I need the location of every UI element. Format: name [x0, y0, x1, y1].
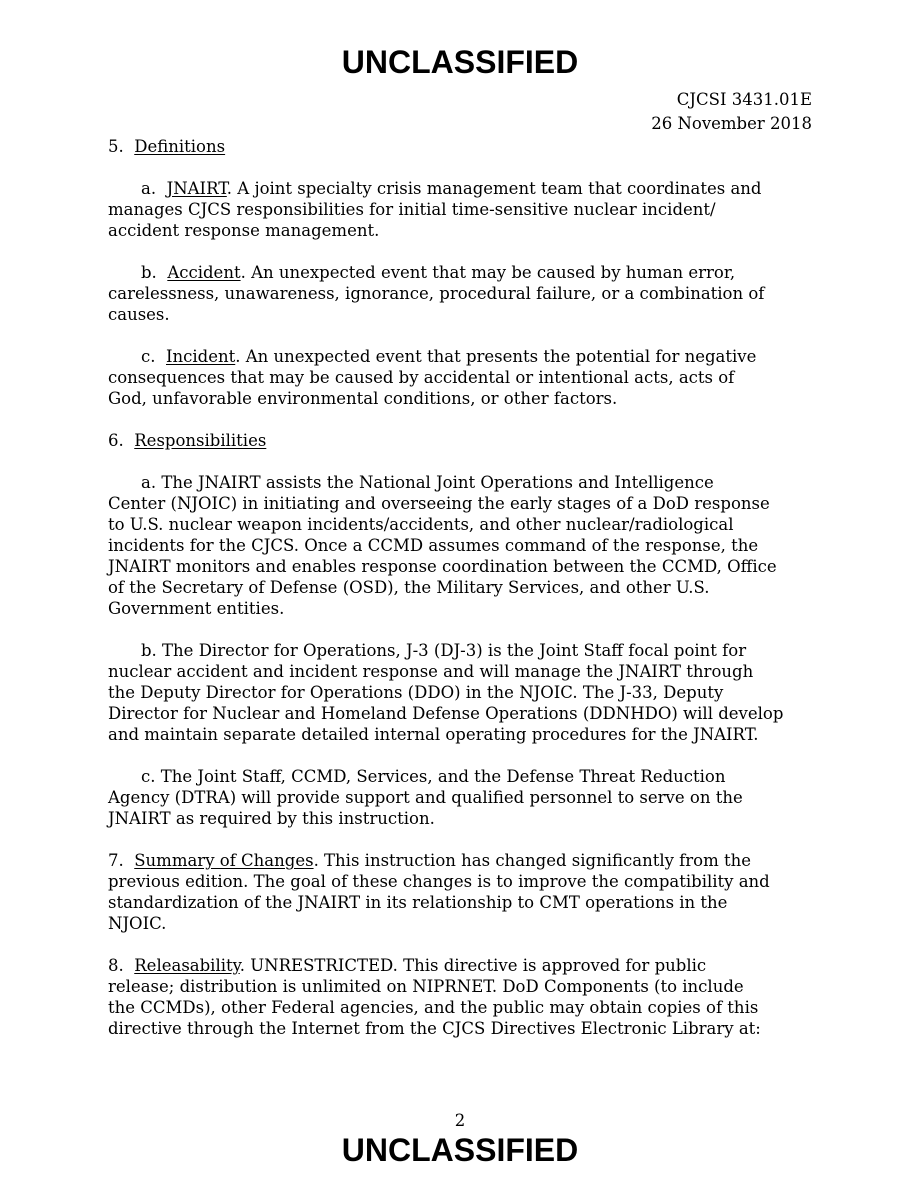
section-8: 8. Releasability. UNRESTRICTED. This directive is approved for public release; distribution is unlimited on NIPRNET. DoD Components (to include the CCMDs), other Federal agencies, and the public may obtain copies of this directive through the Internet from the CJCS Directives Electronic Library at:	[108, 956, 761, 1038]
section-number: 6.	[108, 431, 124, 450]
responsibility-a: a. The JNAIRT assists the National Joint Operations and Intelligence Center (NJOIC) in initiating and overseeing the early stages of a DoD response to U.S. nuclear weapon incidents/accidents, and other nuclear/radiological incidents for the CJCS. Once a CCMD assumes command of the response, the JNAIRT monitors and enables response coordination between the CCMD, Office of the Secretary of Defense (OSD), the Military Services, and other U.S. Government entities.	[108, 473, 777, 618]
definition-term: Incident	[166, 347, 236, 366]
doc-number: CJCSI 3431.01E	[676, 90, 812, 109]
definition-incident: c. Incident. An unexpected event that presents the potential for negative consequences that may be caused by accidental or intentional acts, acts of God, unfavorable environmental conditions, or other factors.	[108, 347, 757, 408]
document-body	[108, 136, 816, 1039]
classification-banner-top: UNCLASSIFIED	[341, 44, 579, 80]
section-title: Definitions	[134, 137, 226, 156]
section-title: Releasability	[134, 956, 240, 975]
section-6-heading	[108, 430, 816, 451]
section-number: 5.	[108, 137, 124, 156]
section-number: 8.	[108, 956, 124, 975]
responsibility-c: c. The Joint Staff, CCMD, Services, and the Defense Threat Reduction Agency (DTRA) will provide support and qualified personnel to serve on the JNAIRT as required by this instruction.	[108, 767, 743, 828]
section-5-heading	[108, 136, 816, 157]
definition-term: JNAIRT	[166, 179, 227, 198]
page-number: 2	[454, 1111, 466, 1130]
section-number: 7.	[108, 851, 124, 870]
section-title: Summary of Changes	[134, 851, 314, 870]
definition-accident: b. Accident. An unexpected event that may be caused by human error, carelessness, unawareness, ignorance, procedural failure, or a combination of causes.	[108, 263, 765, 324]
definition-jnairt: a. JNAIRT. A joint specialty crisis management team that coordinates and manages CJCS responsibilities for initial time-sensitive nuclear incident/ accident response management.	[108, 179, 762, 240]
definition-term: Accident	[167, 263, 241, 282]
responsibility-b: b. The Director for Operations, J-3 (DJ-3) is the Joint Staff focal point for nuclear accident and incident response and will manage the JNAIRT through the Deputy Director for Operations (DDO) in the NJOIC. The J-33, Deputy Director for Nuclear and Homeland Defense Operations (DDNHDO) will develop and maintain separate detailed internal operating procedures for the JNAIRT.	[108, 641, 784, 744]
section-title: Responsibilities	[134, 431, 267, 450]
document-identifier	[651, 88, 812, 136]
doc-date: 26 November 2018	[651, 114, 812, 133]
classification-banner-bottom: UNCLASSIFIED	[341, 1132, 579, 1168]
section-7: 7. Summary of Changes. This instruction has changed significantly from the previous edition. The goal of these changes is to improve the compatibility and standardization of the JNAIRT in its relationship to CMT operations in the NJOIC.	[108, 851, 770, 933]
